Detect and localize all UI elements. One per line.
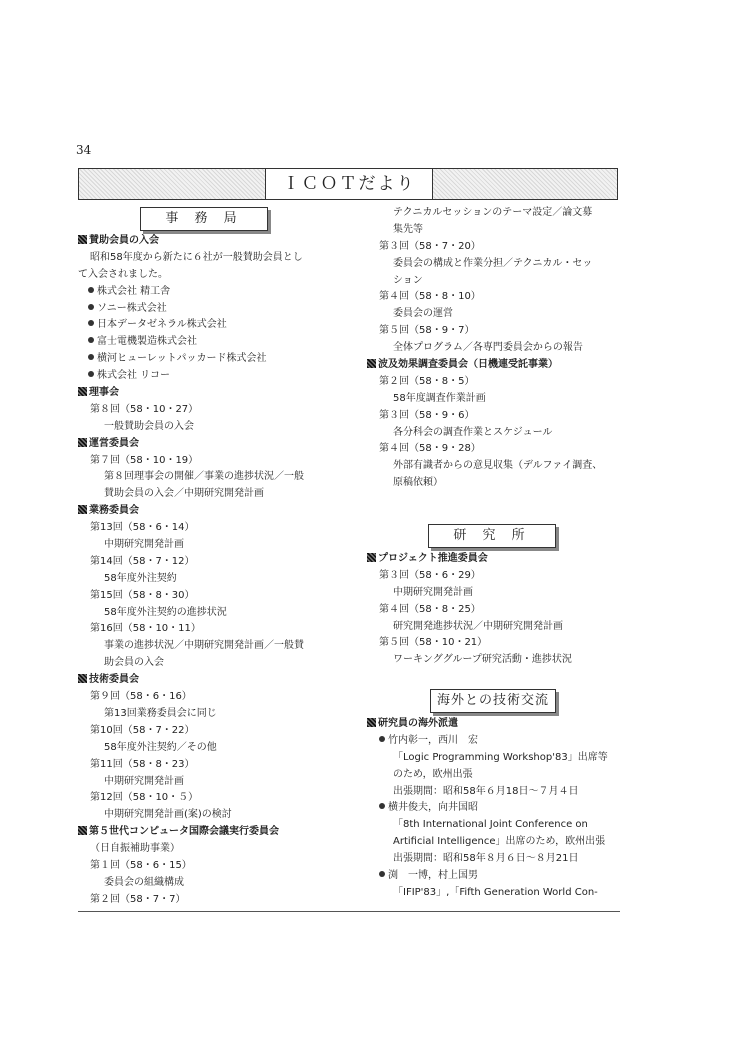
right-column-bottom [367,716,629,902]
line-text: 第13回業務委員会に同じ [104,707,217,719]
line-text: 業務委員会 [89,505,139,517]
line-text: 出張期間：昭和58年８月６日〜８月21日 [393,853,579,865]
line-text: 58年度外注契約の進捗状況 [104,606,227,618]
text-line [78,250,350,267]
text-line [78,706,350,723]
line-text: 第11回（58・8・23） [90,758,195,770]
section-heading [78,436,350,453]
text-line [78,807,350,824]
line-text: 第８回（58・10・27） [90,403,199,415]
text-line [367,635,629,652]
text-line [78,334,350,351]
text-line [367,340,629,357]
line-text: 第８回理事会の開催／事業の進捗状況／一般 [104,471,304,483]
bottom-rule [78,911,620,912]
text-line [367,784,629,801]
text-line [78,554,350,571]
text-line [367,800,629,817]
header-banner [78,168,618,200]
bullet-icon [88,320,94,326]
bullet-icon [88,337,94,343]
bullet-icon [379,803,385,809]
bullet-icon [379,871,385,877]
text-line [78,267,350,284]
line-text: 集先等 [393,223,423,235]
square-bullet-icon [367,359,376,368]
text-line [78,740,350,757]
line-text: 研究員の海外派遣 [378,718,458,729]
line-text: 渕 一博，村上国男 [388,870,478,882]
text-line [367,475,629,492]
line-text: 富士電機製造株式会社 [97,336,197,348]
line-text: 日本データゼネラル株式会社 [97,319,227,331]
text-line [367,239,629,256]
line-text: （日自振補助事業） [90,843,180,855]
right-column-middle [367,551,629,669]
line-text: 58年度調査作業計画 [393,392,486,404]
line-text: 中期研究開発計画(案)の検討 [104,809,232,821]
bullet-icon [88,304,94,310]
square-bullet-icon [78,826,87,835]
text-line [367,273,629,290]
section-heading [78,233,350,250]
section-title-kenkyusho: 研 究 所 [428,524,556,548]
text-line [367,851,629,868]
text-line [367,306,629,323]
line-text: 第４回（58・9・28） [379,443,481,455]
text-line [367,425,629,442]
line-text: 各分科会の調査作業とスケジュール [393,426,553,438]
text-line [367,585,629,602]
text-line [78,892,350,909]
line-text: 58年度外注契約／その他 [104,741,217,753]
text-line [367,374,629,391]
line-text: 出張期間：昭和58年６月18日〜７月４日 [393,785,579,797]
text-line [367,441,629,458]
line-text: 第12回（58・10・５） [90,792,199,804]
line-text: 一般賛助会員の入会 [104,420,194,432]
text-line [367,817,629,834]
text-line [367,408,629,425]
text-line [367,733,629,750]
line-text: のため，欧州出張 [393,768,473,780]
line-text: 第15回（58・8・30） [90,589,195,601]
line-text: 技術委員会 [89,674,139,686]
line-text: Artificial Intelligence」出席のため，欧州出張 [393,836,606,848]
section-title-kaigai: 海外との技術交流 [430,689,556,713]
line-text: 株式会社 精工舎 [97,285,171,297]
text-line [367,834,629,851]
section-heading [367,357,629,374]
line-text: 原稿依頼） [393,477,443,489]
text-line [78,588,350,605]
line-text: 第３回（58・7・20） [379,240,481,252]
line-text: 第９回（58・6・16） [90,691,192,703]
line-text: 第３回（58・6・29） [379,569,481,581]
text-line [78,284,350,301]
text-line [78,774,350,791]
bullet-icon [88,287,94,293]
square-bullet-icon [78,235,87,244]
text-line [78,875,350,892]
text-line [78,858,350,875]
text-line [78,841,350,858]
bullet-icon [88,354,94,360]
line-text: 中期研究開発計画 [104,775,184,787]
line-text: 外部有識者からの意見収集（デルファイ調査、 [393,460,603,472]
text-line [367,205,629,222]
line-text: 全体プログラム／各専門委員会からの報告 [393,342,583,354]
line-text: 第５回（58・10・21） [379,637,488,649]
section-heading [78,385,350,402]
line-text: ワーキンググループ研究活動・進捗状況 [393,654,572,666]
text-line [78,689,350,706]
line-text: 第16回（58・10・11） [90,623,201,635]
text-line [78,621,350,638]
line-text: 中期研究開発計画 [104,539,184,551]
text-line [367,458,629,475]
line-text: て入会されました。 [78,268,168,280]
text-line [78,368,350,385]
line-text: 第４回（58・8・25） [379,603,481,615]
line-text: 理事会 [89,387,119,399]
text-line [367,289,629,306]
line-text: 第13回（58・6・14） [90,522,195,534]
line-text: 賛助会員の入会／中期研究開発計画 [104,488,264,500]
line-text: 事業の進捗状況／中期研究開発計画／一般賛 [104,640,304,652]
line-text: 第２回（58・8・5） [379,375,475,387]
line-text: 第１回（58・6・15） [90,859,192,871]
line-text: 波及効果調査委員会（日機連受託事業） [378,359,558,371]
text-line [367,323,629,340]
square-bullet-icon [78,505,87,514]
line-text: 委員会の運営 [393,308,453,320]
text-line [78,351,350,368]
line-text: 竹内彰一，西川 宏 [388,734,478,746]
line-text: ソニー株式会社 [97,302,167,314]
section-title-jimukyoku: 事 務 局 [140,207,268,231]
section-heading [78,503,350,520]
line-text: 運営委員会 [89,437,139,449]
line-text: 「IFIP'83」,「Fifth Generation World Con- [393,886,598,898]
text-line [78,402,350,419]
text-line [78,605,350,622]
line-text: 58年度外注契約 [104,572,177,584]
line-text: 第７回（58・10・19） [90,454,199,466]
text-line [367,568,629,585]
text-line [367,750,629,767]
line-text: 「8th International Joint Conference on [393,819,588,831]
line-text: 賛助会員の入会 [89,235,159,246]
text-line [78,655,350,672]
square-bullet-icon [78,438,87,447]
text-line [78,453,350,470]
section-heading [78,672,350,689]
line-text: 第10回（58・7・22） [90,724,195,736]
section-heading [367,551,629,568]
line-text: 中期研究開発計画 [393,586,473,598]
text-line [367,868,629,885]
line-text: 横井俊夫，向井国昭 [388,802,478,814]
left-column [78,233,350,909]
text-line [78,571,350,588]
line-text: 第５回（58・9・7） [379,325,475,337]
line-text: 第３回（58・9・6） [379,409,475,421]
page-number: 34 [76,143,92,157]
banner-title: ＩＣＯＴだより [265,169,433,199]
line-text: 委員会の構成と作業分担／テクニカル・セッ [393,257,593,269]
text-line [367,652,629,669]
line-text: 委員会の組織構成 [104,876,184,888]
square-bullet-icon [367,718,376,727]
line-text: ション [393,274,423,286]
line-text: テクニカルセッションのテーマ設定／論文募 [393,207,593,218]
line-text: 「Logic Programming Workshop'83」出席等 [393,751,608,763]
text-line [367,222,629,239]
square-bullet-icon [78,387,87,396]
text-line [367,885,629,902]
text-line [367,602,629,619]
right-column-top [367,205,629,492]
square-bullet-icon [78,674,87,683]
text-line [367,256,629,273]
text-line [78,638,350,655]
line-text: 株式会社 リコー [97,370,170,382]
square-bullet-icon [367,553,376,562]
text-line [78,486,350,503]
section-heading [367,716,629,733]
bullet-icon [379,736,385,742]
line-text: 研究開発進捗状況／中期研究開発計画 [393,620,563,632]
line-text: 横河ヒューレットパッカード株式会社 [97,353,267,365]
line-text: 第５世代コンピュータ国際会議実行委員会 [89,826,279,838]
bullet-icon [88,371,94,377]
text-line [367,619,629,636]
text-line [78,790,350,807]
text-line [78,520,350,537]
text-line [367,767,629,784]
text-line [78,537,350,554]
section-heading [78,824,350,841]
line-text: 第４回（58・8・10） [379,291,481,303]
text-line [78,301,350,318]
text-line [78,723,350,740]
text-line [78,757,350,774]
text-line [78,317,350,334]
line-text: 昭和58年度から新たに６社が一般賛助会員とし [90,251,303,263]
line-text: 第14回（58・7・12） [90,555,195,567]
text-line [367,391,629,408]
line-text: プロジェクト推進委員会 [378,553,488,564]
text-line [78,419,350,436]
line-text: 第２回（58・7・7） [90,893,186,905]
line-text: 助会員の入会 [104,657,164,669]
text-line [78,469,350,486]
